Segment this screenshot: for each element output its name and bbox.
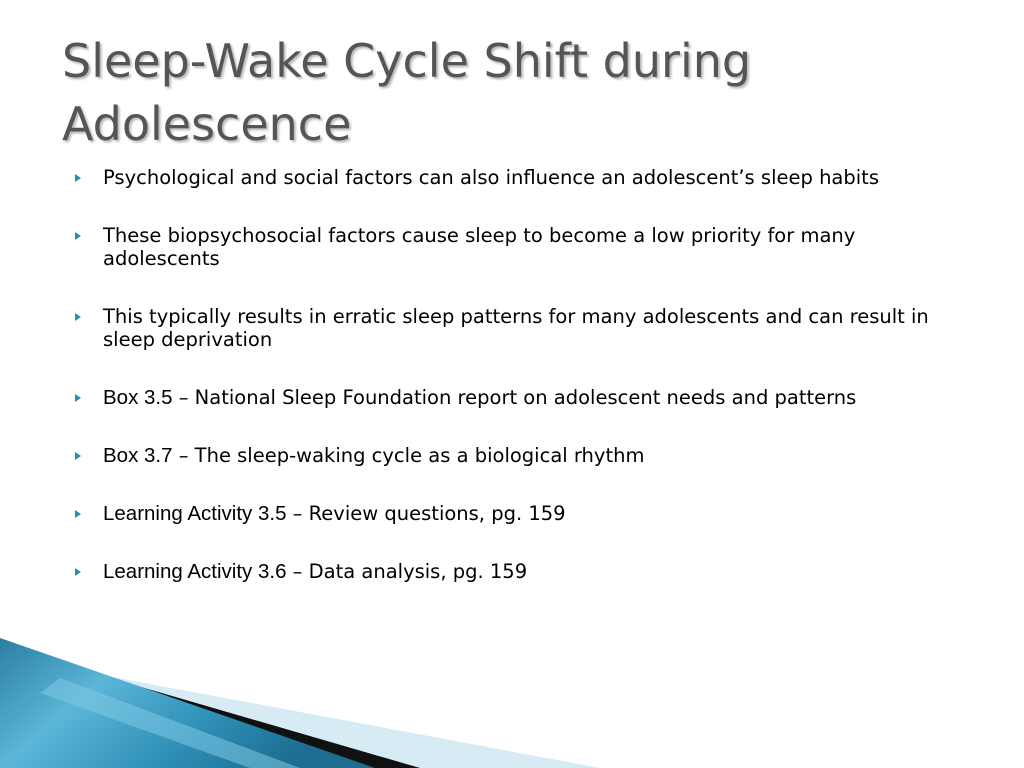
bullet-item <box>70 386 970 409</box>
bullet-arrow-icon <box>75 452 81 460</box>
bullet-item <box>70 166 970 189</box>
bullet-item <box>70 560 970 583</box>
bullet-arrow-icon <box>75 232 81 240</box>
bullet-text: – Data analysis, pg. 159 <box>286 560 528 583</box>
bullet-item <box>70 502 970 525</box>
swoosh-blue-band <box>0 638 375 768</box>
bullet-text: – Review questions, pg. 159 <box>286 502 566 525</box>
bullet-text: – The sleep-waking cycle as a biological rhythm <box>172 444 645 467</box>
bullet-lead: Learning Activity 3.5 <box>103 502 287 525</box>
bullet-arrow-icon <box>75 174 81 182</box>
slide-title: Sleep-Wake Cycle Shift during Adolescence <box>62 34 752 151</box>
bullet-lead: Box 3.7 <box>103 444 173 467</box>
bullet-arrow-icon <box>75 313 81 321</box>
bullet-item <box>70 305 970 351</box>
decorative-swoosh <box>0 638 1024 768</box>
bullet-text: – National Sleep Foundation report on adolescent needs and patterns <box>172 386 857 409</box>
bullet-arrow-icon <box>75 568 81 576</box>
bullet-lead: Learning Activity 3.6 <box>103 560 287 583</box>
bullet-list <box>70 166 970 618</box>
bullet-item <box>70 444 970 467</box>
bullet-item <box>70 224 970 270</box>
bullet-text: This typically results in erratic sleep patterns for many adolescents and can result in sleep deprivation <box>103 305 929 351</box>
bullet-arrow-icon <box>75 394 81 402</box>
bullet-arrow-icon <box>75 510 81 518</box>
bullet-text: These biopsychosocial factors cause sleep to become a low priority for many adolescents <box>103 224 856 270</box>
bullet-text: Psychological and social factors can also influence an adolescent’s sleep habits <box>103 166 879 189</box>
bullet-lead: Box 3.5 <box>103 386 173 409</box>
